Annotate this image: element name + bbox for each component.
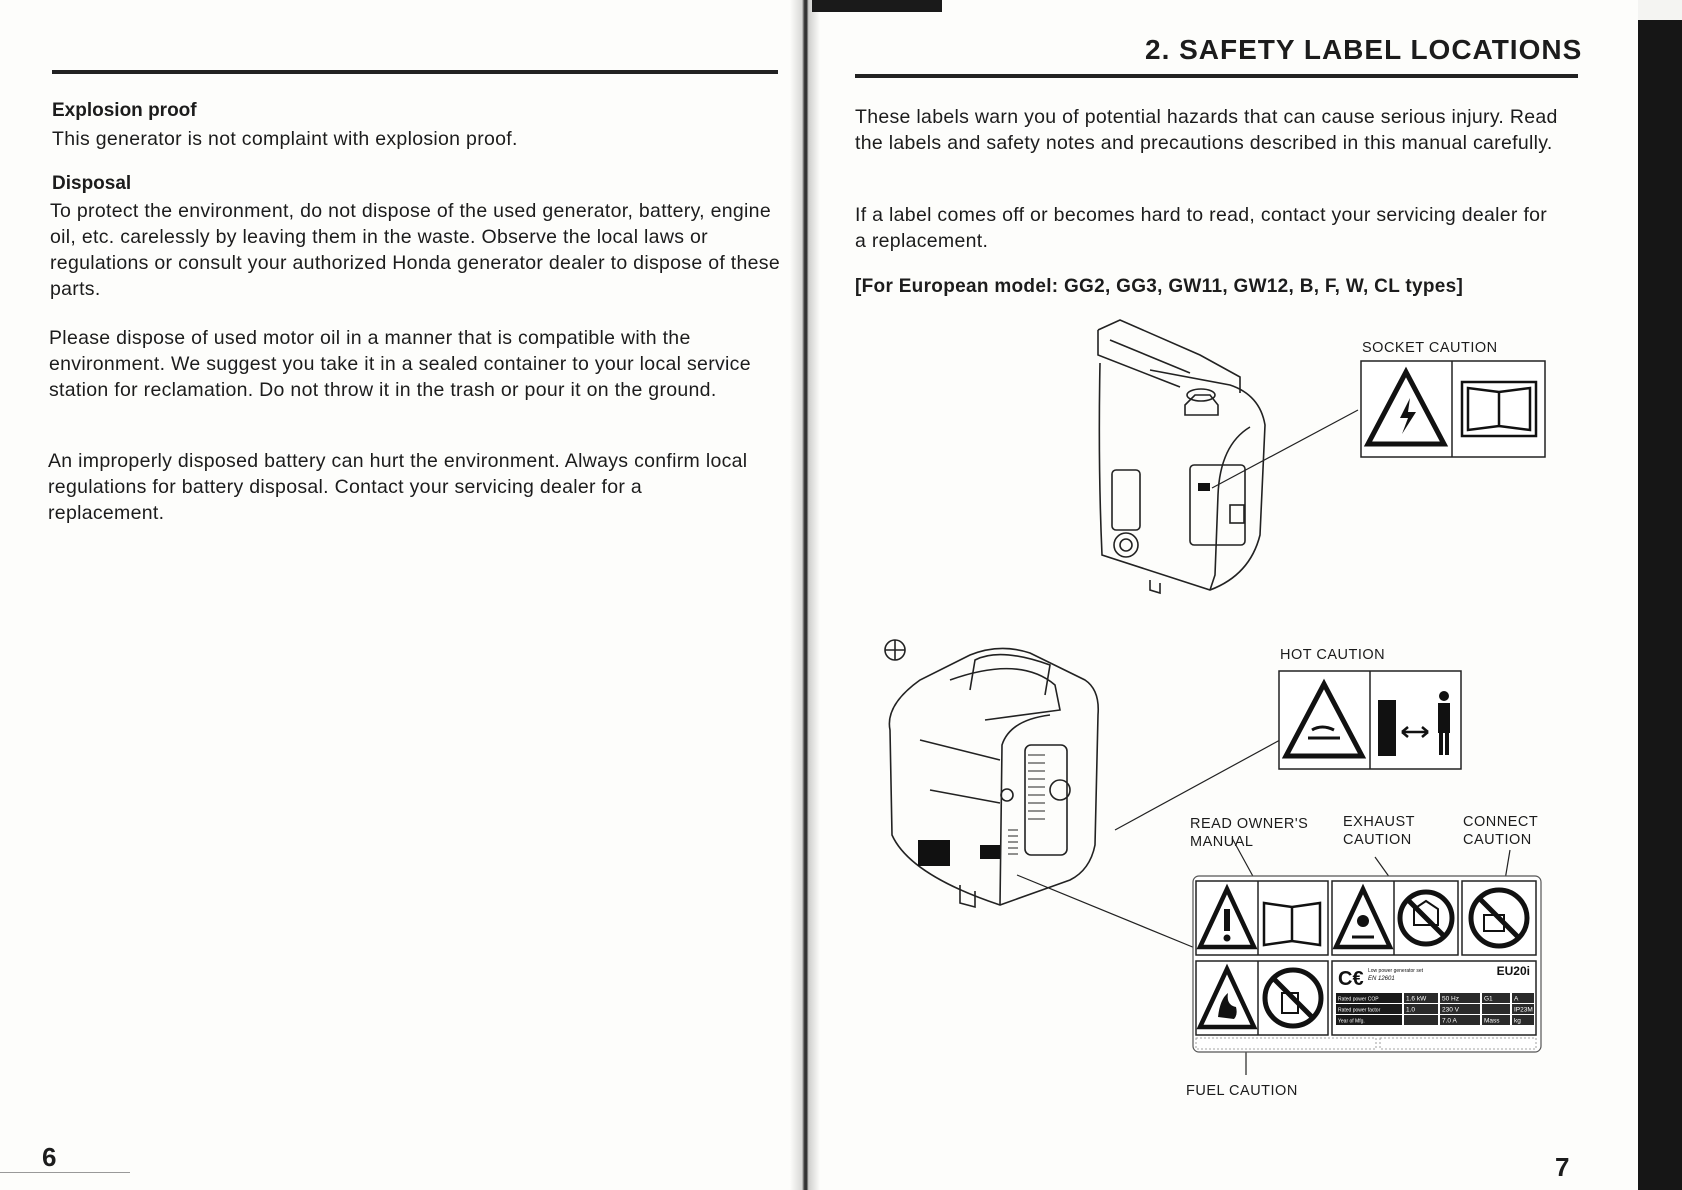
page-title: 2. SAFETY LABEL LOCATIONS [1145, 34, 1583, 65]
hot-caution-decal [1278, 670, 1462, 770]
page-number-left: 6 [42, 1142, 57, 1172]
rating-plate-cell: 1.0 [1406, 1006, 1416, 1014]
rating-plate-cell: 50 Hz [1442, 995, 1459, 1003]
combined-caution-decal [1192, 875, 1542, 1053]
rating-plate-cell: 1.6 kW [1406, 995, 1427, 1003]
model-note: [For European model: GG2, GG3, GW11, GW12, B, F, W, CL types] [855, 276, 1464, 297]
socket-caution-decal [1360, 360, 1546, 458]
rating-plate-cell: Rated power COP [1338, 996, 1379, 1003]
rating-plate-cell: kg [1514, 1017, 1521, 1025]
exhaust-caution-label: EXHAUST CAUTION [1343, 814, 1415, 848]
disposal-text: To protect the environment, do not dispose of the used generator, battery, engine oil, etc. carelessly by leaving them in the waste. Observe the local laws or regulations or consult your authorized Honda generator dealer to dispose of these parts. [50, 200, 780, 300]
rating-plate-brand: EU20i [1496, 964, 1530, 978]
side-label-marker [918, 840, 950, 866]
fuel-caution-label: FUEL CAUTION [1186, 1083, 1298, 1099]
hot-caution-label: HOT CAUTION [1280, 647, 1386, 663]
read-manual-label: READ OWNER'S MANUAL [1190, 816, 1309, 850]
rating-plate-ce-line1: Low power generator set [1368, 968, 1424, 974]
explosion-proof-text: This generator is not complaint with explosion proof. [52, 128, 518, 150]
rating-plate-cell-bg [1404, 1015, 1438, 1025]
rating-plate-cell: IP23M [1514, 1006, 1533, 1014]
rating-plate-cell: 230 V [1442, 1006, 1459, 1014]
battery-paragraph: An improperly disposed battery can hurt the environment. Always confirm local regulations for battery disposal. Contact your servicing dealer for a replacement. [48, 450, 748, 524]
intro-paragraph: These labels warn you of potential hazards that can cause serious injury. Read the labels and safety notes and precautions described in this manual carefully. [855, 106, 1558, 154]
heading-explosion-proof: Explosion proof [52, 100, 197, 121]
page-number-right: 7 [1555, 1152, 1570, 1182]
rating-plate-table [1336, 993, 1534, 1025]
replacement-paragraph: If a label comes off or becomes hard to read, contact your servicing dealer for a replacement. [855, 204, 1548, 252]
socket-caution-label: SOCKET CAUTION [1362, 340, 1498, 356]
rating-plate-cell: Mass [1484, 1017, 1500, 1025]
motor-oil-paragraph: Please dispose of used motor oil in a manner that is compatible with the environment. We suggest you take it in a sealed container to your local service station for reclamation. Do not throw it in the trash or pour it on the ground. [49, 327, 751, 401]
rating-plate-cell: Rated power factor [1338, 1007, 1381, 1014]
rating-plate-cell: Year of Mfg. [1338, 1018, 1365, 1025]
ce-mark: C€ [1338, 968, 1364, 990]
rating-plate-cell: A [1514, 995, 1519, 1003]
lower-label-marker [980, 845, 1000, 859]
rating-plate-cell-bg [1482, 1004, 1510, 1014]
rating-plate-cell: G1 [1484, 995, 1493, 1003]
rating-plate-cell: 7.0 A [1442, 1017, 1457, 1025]
generator-side-view-illustration [880, 635, 1110, 920]
connect-caution-label: CONNECT CAUTION [1463, 814, 1538, 848]
rating-plate-ce-line2: EN 12601 [1368, 976, 1395, 982]
heading-disposal: Disposal [52, 173, 132, 194]
